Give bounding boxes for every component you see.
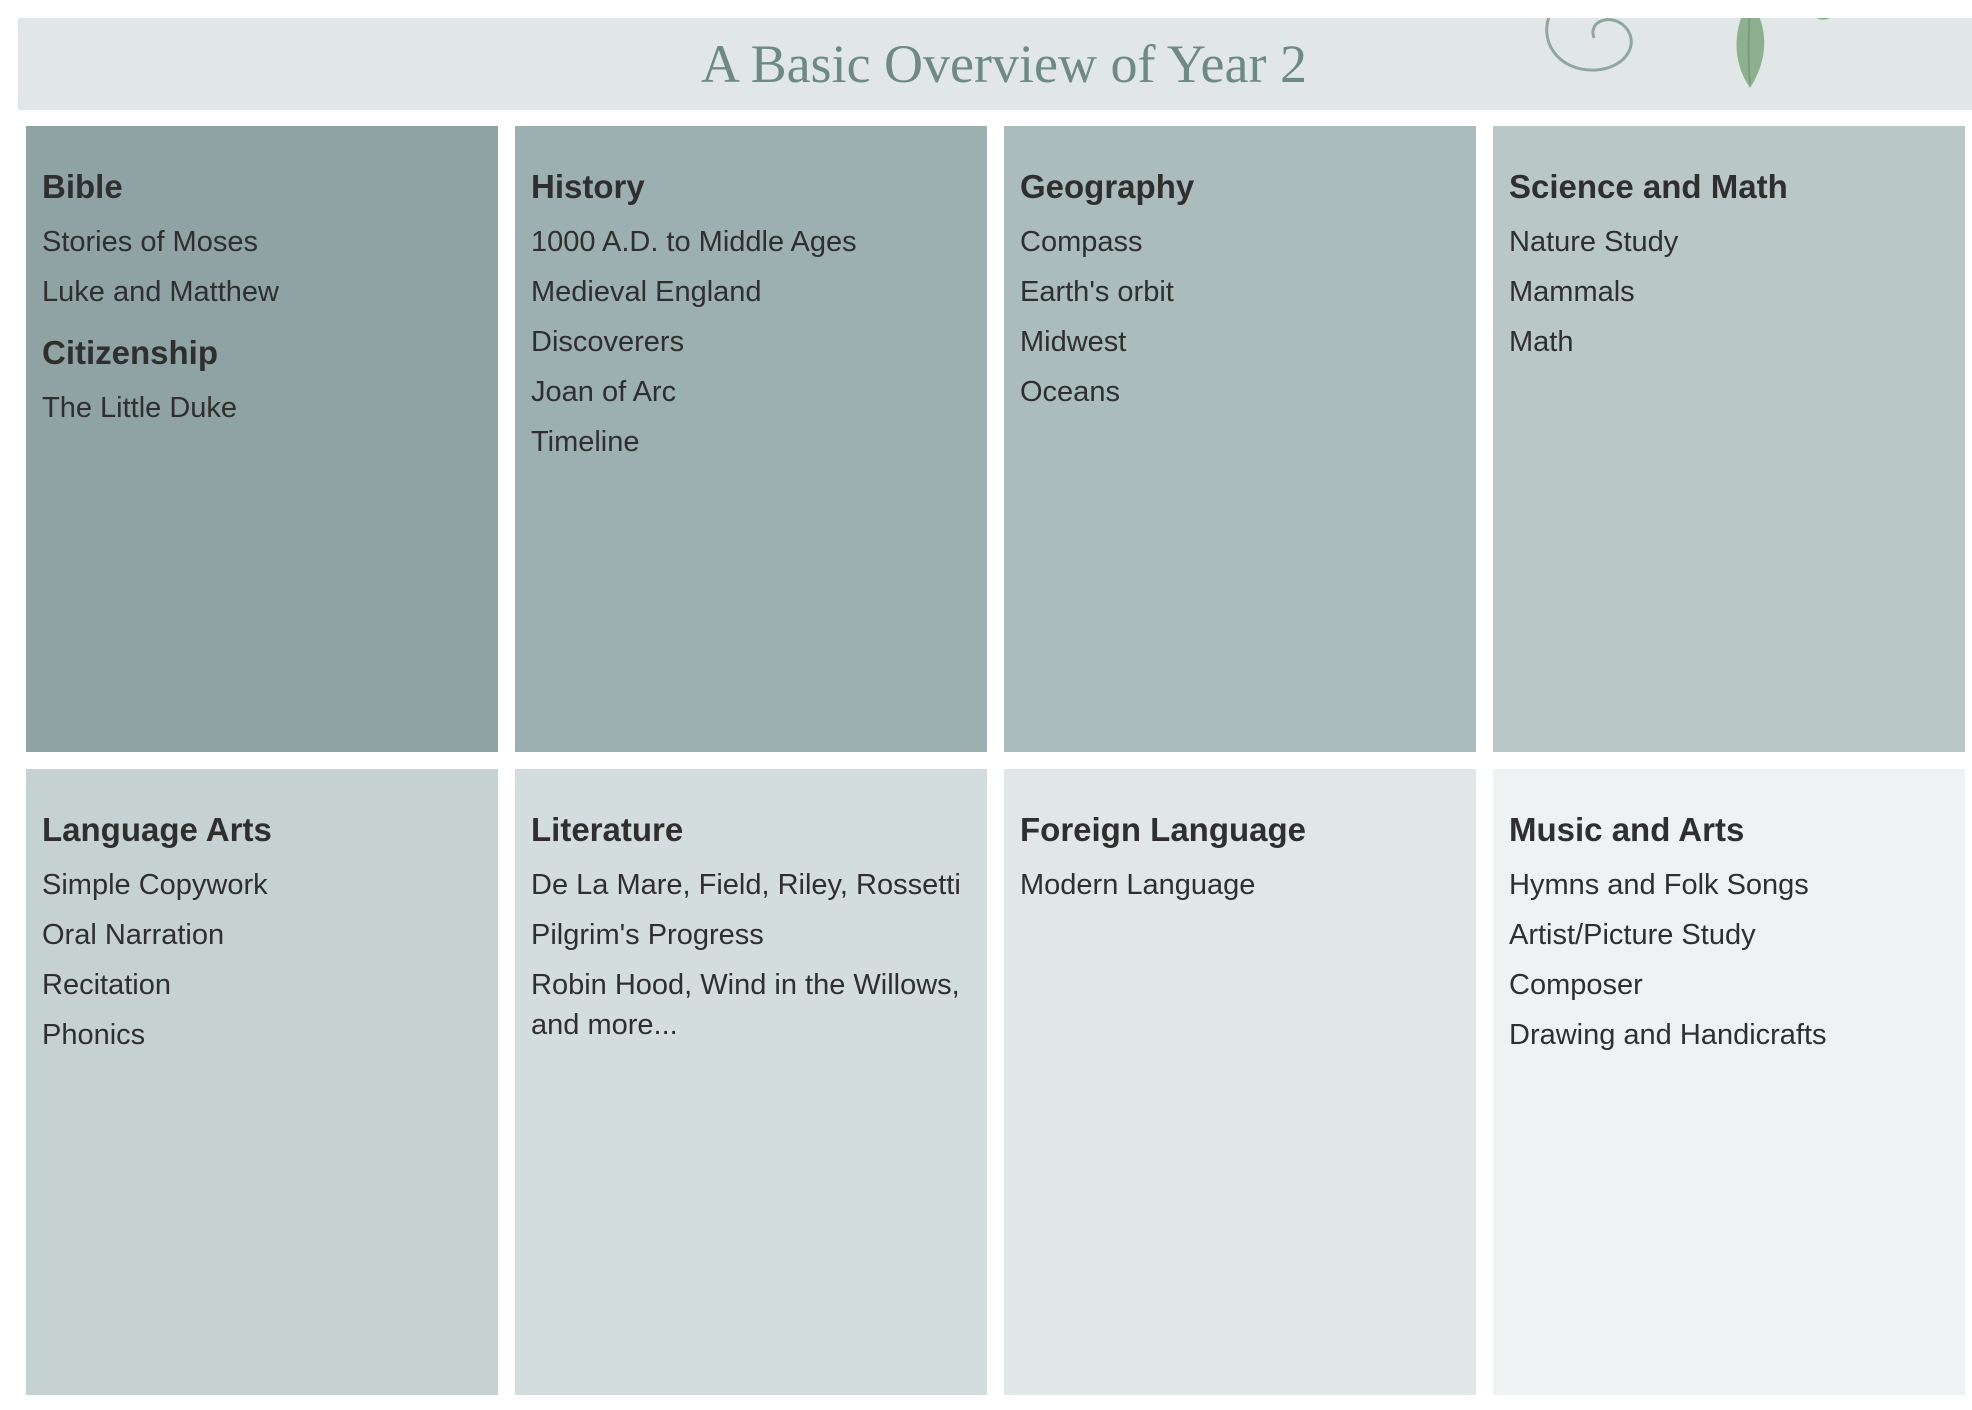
item-list [531, 222, 971, 462]
list-item: Pilgrim's Progress [531, 919, 764, 951]
list-item: Luke and Matthew [42, 276, 279, 308]
card-language-arts [26, 769, 498, 1395]
list-item: Oral Narration [42, 919, 225, 951]
card-title: Literature [531, 811, 684, 848]
list-item: Math [1509, 326, 1574, 358]
vine-decoration-icon [1518, 18, 1972, 110]
page-title: A Basic Overview of Year 2 [701, 34, 1307, 94]
page-header [18, 18, 1972, 110]
card-title: Science and Math [1509, 168, 1788, 205]
card-title: History [531, 168, 645, 205]
list-item: Compass [1020, 226, 1143, 258]
list-item: Hymns and Folk Songs [1509, 869, 1809, 901]
card-title: Foreign Language [1020, 811, 1307, 848]
list-item: Modern Language [1020, 869, 1256, 901]
list-item: Medieval England [531, 276, 762, 308]
item-list [42, 222, 482, 312]
card-geography [1004, 126, 1476, 752]
list-item: Mammals [1509, 276, 1635, 308]
list-item: Stories of Moses [42, 226, 258, 258]
card-title: Geography [1020, 168, 1195, 205]
list-item: Artist/Picture Study [1509, 919, 1756, 951]
list-item: Composer [1509, 969, 1643, 1001]
overview-grid [26, 126, 1966, 1398]
item-list [1020, 865, 1460, 905]
item-list [1509, 222, 1949, 362]
item-list [42, 388, 482, 428]
list-item: Simple Copywork [42, 869, 268, 901]
card-title: Language Arts [42, 811, 272, 848]
list-item: The Little Duke [42, 392, 238, 424]
item-list [1509, 865, 1949, 1055]
card-literature [515, 769, 987, 1395]
card-history [515, 126, 987, 752]
item-list [531, 865, 971, 1045]
list-item: Oceans [1020, 376, 1120, 408]
list-item: De La Mare, Field, Riley, Rossetti [531, 869, 961, 901]
card-title: Bible [42, 168, 123, 205]
list-item: Earth's orbit [1020, 276, 1174, 308]
card-subtitle: Citizenship [42, 334, 219, 371]
card-foreign-language [1004, 769, 1476, 1395]
card-bible-citizenship [26, 126, 498, 752]
list-item: Midwest [1020, 326, 1127, 358]
list-item: Nature Study [1509, 226, 1679, 258]
list-item: Timeline [531, 426, 640, 458]
card-title: Music and Arts [1509, 811, 1745, 848]
list-item: Discoverers [531, 326, 685, 358]
item-list [42, 865, 482, 1055]
list-item: 1000 A.D. to Middle Ages [531, 226, 857, 258]
item-list [1020, 222, 1460, 412]
list-item: Joan of Arc [531, 376, 677, 408]
card-science-math [1493, 126, 1965, 752]
list-item: Drawing and Handicrafts [1509, 1019, 1827, 1051]
list-item: Phonics [42, 1019, 146, 1051]
card-music-arts [1493, 769, 1965, 1395]
list-item: Robin Hood, Wind in the Willows, and more... [531, 969, 960, 1041]
list-item: Recitation [42, 969, 171, 1001]
